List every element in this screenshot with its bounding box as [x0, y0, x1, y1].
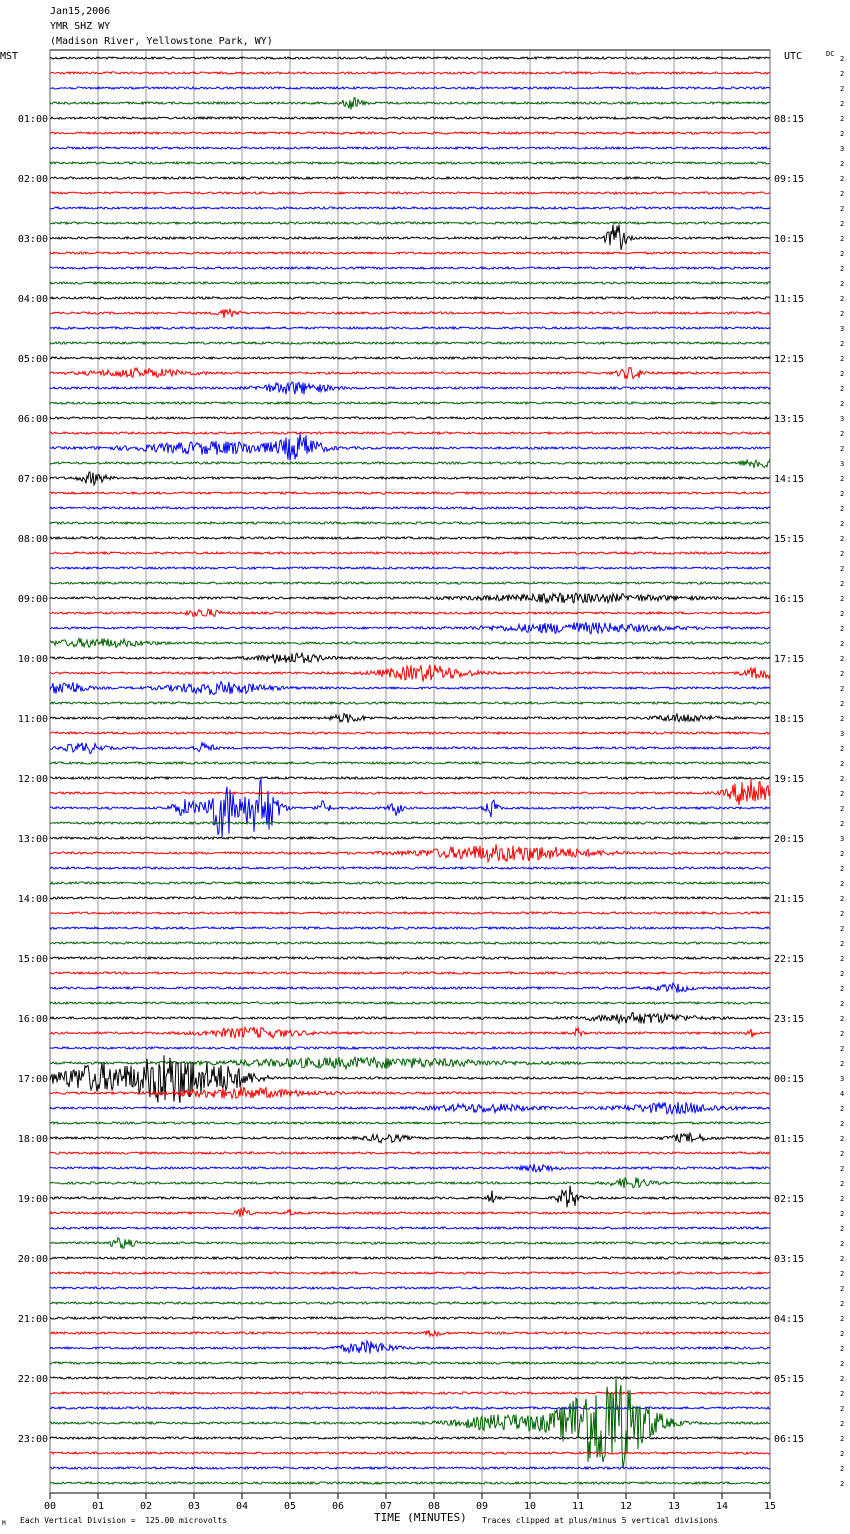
dc-value: 3	[840, 730, 845, 738]
dc-value: 2	[840, 295, 845, 303]
trace-row-92	[50, 1437, 770, 1439]
dc-value: 2	[840, 1000, 845, 1008]
mst-hour-label: 07:00	[17, 474, 48, 485]
mst-hour-label: 21:00	[17, 1314, 48, 1325]
trace-row-60	[50, 957, 770, 959]
trace-row-61	[50, 972, 770, 974]
dc-value: 2	[840, 1420, 845, 1428]
dc-value: 2	[840, 640, 845, 648]
dc-value: 2	[840, 1375, 845, 1383]
trace-row-26	[50, 433, 770, 460]
dc-value: 2	[840, 1165, 845, 1173]
trace-row-11	[50, 222, 770, 224]
dc-value: 2	[840, 625, 845, 633]
dc-value: 2	[840, 1105, 845, 1113]
trace-row-84	[50, 1317, 770, 1319]
mst-hour-label: 19:00	[17, 1194, 48, 1205]
utc-hour-label: 22:15	[774, 954, 805, 965]
scale-note: Each Vertical Division = 125.00 microvolts	[20, 1516, 228, 1525]
dc-value: 2	[840, 130, 845, 138]
dc-value: 2	[840, 820, 845, 828]
trace-row-15	[50, 282, 770, 284]
dc-value: 2	[840, 1285, 845, 1293]
x-tick-label: 06	[331, 1501, 345, 1512]
dc-value: 3	[840, 325, 845, 333]
trace-row-52	[50, 837, 770, 839]
trace-row-89	[50, 1392, 770, 1394]
dc-value: 3	[840, 460, 845, 468]
dc-value: 2	[840, 610, 845, 618]
trace-row-43	[50, 702, 770, 704]
trace-row-2	[50, 87, 770, 89]
mst-hour-label: 08:00	[17, 534, 48, 545]
dc-value: 2	[840, 1225, 845, 1233]
dc-value: 2	[840, 1270, 845, 1278]
trace-row-4	[50, 117, 770, 119]
utc-hour-label: 01:15	[774, 1134, 805, 1145]
trace-row-93	[50, 1452, 770, 1454]
x-tick-label: 02	[139, 1501, 153, 1512]
dc-value: 2	[840, 910, 845, 918]
dc-value: 2	[840, 385, 845, 393]
dc-value: 2	[840, 1435, 845, 1443]
dc-value: 2	[840, 760, 845, 768]
dc-value: 2	[840, 115, 845, 123]
dc-value: 2	[840, 55, 845, 63]
mst-hour-label: 05:00	[17, 354, 48, 365]
trace-row-45	[50, 732, 770, 734]
trace-row-40	[50, 653, 770, 663]
trace-row-48	[50, 777, 770, 779]
trace-row-63	[50, 1002, 770, 1004]
trace-row-10	[50, 207, 770, 209]
utc-hour-label: 06:15	[774, 1434, 805, 1445]
trace-row-82	[50, 1287, 770, 1289]
trace-row-29	[50, 492, 770, 494]
dc-value: 2	[840, 880, 845, 888]
mst-hour-label: 16:00	[17, 1014, 48, 1025]
dc-value: 3	[840, 415, 845, 423]
utc-hour-label: 00:15	[774, 1074, 805, 1085]
dc-value: 2	[840, 1360, 845, 1368]
dc-value: 2	[840, 280, 845, 288]
trace-row-37	[50, 609, 770, 616]
dc-value: 3	[840, 145, 845, 153]
plot-frame	[50, 50, 770, 1493]
utc-hour-label: 15:15	[774, 534, 805, 545]
trace-row-70	[50, 1102, 770, 1114]
dc-value: 2	[840, 1315, 845, 1323]
trace-row-50	[50, 779, 770, 837]
utc-hour-label: 12:15	[774, 354, 805, 365]
dc-value: 2	[840, 790, 845, 798]
trace-row-90	[50, 1407, 770, 1409]
mst-hour-label: 03:00	[17, 234, 48, 245]
mst-hour-label: 23:00	[17, 1434, 48, 1445]
trace-row-14	[50, 267, 770, 269]
dc-value: 2	[840, 1015, 845, 1023]
dc-value: 3	[840, 1075, 845, 1083]
trace-row-77	[50, 1207, 770, 1217]
dc-value: 2	[840, 850, 845, 858]
trace-row-54	[50, 867, 770, 869]
dc-value: 2	[840, 1480, 845, 1488]
trace-row-57	[50, 912, 770, 914]
dc-value: 2	[840, 565, 845, 573]
x-tick-label: 13	[667, 1501, 681, 1512]
mst-hour-label: 14:00	[17, 894, 48, 905]
dc-value: 2	[840, 775, 845, 783]
left-timezone-label: MST	[0, 51, 19, 62]
dc-value: 2	[840, 175, 845, 183]
mst-hour-label: 01:00	[17, 114, 48, 125]
utc-hour-label: 23:15	[774, 1014, 805, 1025]
utc-hour-label: 13:15	[774, 414, 805, 425]
x-tick-label: 01	[91, 1501, 105, 1512]
dc-value: 2	[840, 1330, 845, 1338]
dc-value: 2	[840, 805, 845, 813]
trace-row-62	[50, 983, 770, 992]
x-tick-label: 04	[235, 1501, 249, 1512]
dc-value: 2	[840, 310, 845, 318]
trace-row-51	[50, 822, 770, 824]
dc-value: 2	[840, 955, 845, 963]
dc-value: 2	[840, 940, 845, 948]
mst-hour-label: 17:00	[17, 1074, 48, 1085]
dc-label: DC	[826, 50, 835, 58]
trace-row-80	[50, 1257, 770, 1259]
trace-row-9	[50, 192, 770, 194]
x-tick-label: 00	[43, 1501, 57, 1512]
utc-hour-label: 21:15	[774, 894, 805, 905]
trace-row-24	[50, 417, 770, 419]
trace-row-6	[50, 147, 770, 149]
trace-row-78	[50, 1227, 770, 1229]
dc-value: 2	[840, 655, 845, 663]
trace-row-73	[50, 1152, 770, 1154]
dc-value: 2	[840, 925, 845, 933]
trace-row-12	[50, 225, 770, 250]
trace-row-42	[50, 682, 770, 695]
x-tick-label: 12	[619, 1501, 633, 1512]
trace-row-79	[50, 1238, 770, 1249]
trace-row-58	[50, 927, 770, 929]
dc-value: 2	[840, 490, 845, 498]
dc-value: 4	[840, 1090, 845, 1098]
dc-value: 2	[840, 1045, 845, 1053]
dc-value: 2	[840, 595, 845, 603]
trace-row-8	[50, 177, 770, 179]
mst-hour-label: 13:00	[17, 834, 48, 845]
right-timezone-label: UTC	[784, 51, 803, 62]
dc-value: 2	[840, 205, 845, 213]
trace-row-81	[50, 1272, 770, 1274]
clip-note: Traces clipped at plus/minus 5 vertical divisions	[482, 1516, 719, 1525]
dc-value: 2	[840, 1180, 845, 1188]
dc-value: 2	[840, 685, 845, 693]
mst-hour-label: 12:00	[17, 774, 48, 785]
trace-row-53	[50, 844, 770, 861]
trace-row-36	[50, 593, 770, 603]
trace-row-39	[50, 638, 770, 647]
trace-row-49	[50, 780, 770, 806]
mst-hour-label: 20:00	[17, 1254, 48, 1265]
trace-row-7	[50, 162, 770, 164]
x-tick-label: 09	[475, 1501, 489, 1512]
dc-value: 2	[840, 1135, 845, 1143]
x-tick-label: 05	[283, 1501, 297, 1512]
trace-row-38	[50, 622, 770, 634]
trace-row-25	[50, 432, 770, 434]
trace-row-83	[50, 1302, 770, 1304]
trace-row-20	[50, 357, 770, 359]
trace-row-34	[50, 567, 770, 569]
trace-row-65	[50, 1027, 770, 1039]
utc-hour-label: 08:15	[774, 114, 805, 125]
x-tick-label: 10	[523, 1501, 537, 1512]
utc-hour-label: 11:15	[774, 294, 805, 305]
dc-value: 2	[840, 1195, 845, 1203]
trace-row-23	[50, 402, 770, 404]
trace-row-1	[50, 72, 770, 74]
trace-row-88	[50, 1377, 770, 1379]
trace-row-28	[50, 472, 770, 485]
trace-row-33	[50, 552, 770, 554]
utc-hour-label: 19:15	[774, 774, 805, 785]
utc-hour-label: 10:15	[774, 234, 805, 245]
dc-value: 2	[840, 340, 845, 348]
date-label: Jan15,2006	[50, 6, 111, 17]
mst-hour-label: 15:00	[17, 954, 48, 965]
trace-row-46	[50, 743, 770, 754]
trace-row-87	[50, 1362, 770, 1364]
utc-hour-label: 09:15	[774, 174, 805, 185]
trace-row-95	[50, 1482, 770, 1484]
dc-value: 2	[840, 190, 845, 198]
dc-value: 2	[840, 1390, 845, 1398]
x-tick-label: 08	[427, 1501, 441, 1512]
dc-value: 2	[840, 100, 845, 108]
dc-value: 2	[840, 1150, 845, 1158]
trace-row-27	[50, 459, 770, 468]
dc-value: 2	[840, 535, 845, 543]
mst-hour-label: 18:00	[17, 1134, 48, 1145]
utc-hour-label: 20:15	[774, 834, 805, 845]
utc-hour-label: 16:15	[774, 594, 805, 605]
dc-value: 2	[840, 70, 845, 78]
utc-hour-label: 17:15	[774, 654, 805, 665]
dc-value: 3	[840, 835, 845, 843]
trace-row-30	[50, 507, 770, 509]
dc-value: 2	[840, 550, 845, 558]
trace-row-71	[50, 1122, 770, 1124]
dc-value: 2	[840, 1030, 845, 1038]
utc-hour-label: 05:15	[774, 1374, 805, 1385]
dc-value: 2	[840, 895, 845, 903]
dc-value: 2	[840, 1255, 845, 1263]
trace-row-16	[50, 297, 770, 299]
utc-hour-label: 03:15	[774, 1254, 805, 1265]
dc-value: 2	[840, 520, 845, 528]
mst-hour-label: 06:00	[17, 414, 48, 425]
mst-hour-label: 02:00	[17, 174, 48, 185]
dc-value: 2	[840, 160, 845, 168]
corner-mark: M	[2, 1520, 6, 1527]
trace-row-56	[50, 897, 770, 899]
dc-value: 2	[840, 700, 845, 708]
dc-value: 2	[840, 370, 845, 378]
trace-row-67	[50, 1057, 770, 1069]
trace-row-66	[50, 1047, 770, 1049]
dc-value: 2	[840, 580, 845, 588]
location-label: (Madison River, Yellowstone Park, WY)	[50, 36, 273, 47]
dc-value: 2	[840, 1300, 845, 1308]
dc-value: 2	[840, 670, 845, 678]
trace-row-86	[50, 1341, 770, 1354]
trace-row-55	[50, 882, 770, 884]
dc-value: 2	[840, 355, 845, 363]
mst-hour-label: 10:00	[17, 654, 48, 665]
trace-row-74	[50, 1164, 770, 1172]
mst-hour-label: 22:00	[17, 1374, 48, 1385]
trace-row-64	[50, 1013, 770, 1024]
trace-row-35	[50, 582, 770, 584]
dc-value: 2	[840, 1120, 845, 1128]
utc-hour-label: 04:15	[774, 1314, 805, 1325]
dc-value: 2	[840, 400, 845, 408]
dc-value: 2	[840, 970, 845, 978]
dc-value: 2	[840, 250, 845, 258]
utc-hour-label: 18:15	[774, 714, 805, 725]
label-layer	[18, 55, 844, 1512]
dc-value: 2	[840, 1060, 845, 1068]
dc-value: 2	[840, 430, 845, 438]
trace-row-59	[50, 942, 770, 944]
dc-value: 2	[840, 1345, 845, 1353]
dc-value: 2	[840, 1405, 845, 1413]
trace-row-72	[50, 1133, 770, 1143]
trace-row-5	[50, 132, 770, 134]
utc-hour-label: 14:15	[774, 474, 805, 485]
dc-value: 2	[840, 505, 845, 513]
trace-row-44	[50, 713, 770, 722]
dc-value: 2	[840, 1240, 845, 1248]
x-tick-label: 14	[715, 1501, 729, 1512]
dc-value: 2	[840, 1465, 845, 1473]
dc-value: 2	[840, 475, 845, 483]
trace-row-94	[50, 1467, 770, 1469]
dc-value: 2	[840, 265, 845, 273]
trace-row-32	[50, 537, 770, 539]
dc-value: 2	[840, 865, 845, 873]
trace-row-13	[50, 252, 770, 254]
station-label: YMR SHZ WY	[50, 21, 111, 32]
dc-value: 2	[840, 745, 845, 753]
dc-value: 2	[840, 85, 845, 93]
trace-row-76	[50, 1186, 770, 1208]
utc-hour-label: 02:15	[774, 1194, 805, 1205]
dc-value: 2	[840, 1450, 845, 1458]
trace-layer	[50, 57, 770, 1484]
dc-value: 2	[840, 445, 845, 453]
trace-row-85	[50, 1330, 770, 1336]
trace-row-17	[50, 309, 770, 318]
trace-row-21	[50, 368, 770, 379]
mst-hour-label: 09:00	[17, 594, 48, 605]
mst-hour-label: 11:00	[17, 714, 48, 725]
dc-value: 2	[840, 985, 845, 993]
trace-row-3	[50, 98, 770, 110]
trace-row-19	[50, 342, 770, 344]
dc-value: 2	[840, 715, 845, 723]
trace-row-0	[50, 57, 770, 59]
trace-row-75	[50, 1177, 770, 1188]
trace-row-41	[50, 665, 770, 682]
x-tick-label: 15	[763, 1501, 777, 1512]
trace-row-47	[50, 762, 770, 764]
dc-value: 2	[840, 235, 845, 243]
dc-value: 2	[840, 1210, 845, 1218]
trace-row-31	[50, 522, 770, 524]
x-tick-label: 11	[571, 1501, 585, 1512]
trace-row-91	[50, 1377, 770, 1468]
trace-row-18	[50, 327, 770, 329]
x-tick-label: 03	[187, 1501, 201, 1512]
trace-row-22	[50, 382, 770, 394]
dc-value: 2	[840, 220, 845, 228]
x-axis-title: TIME (MINUTES)	[374, 1511, 467, 1524]
x-tick-label: 07	[379, 1501, 393, 1512]
mst-hour-label: 04:00	[17, 294, 48, 305]
